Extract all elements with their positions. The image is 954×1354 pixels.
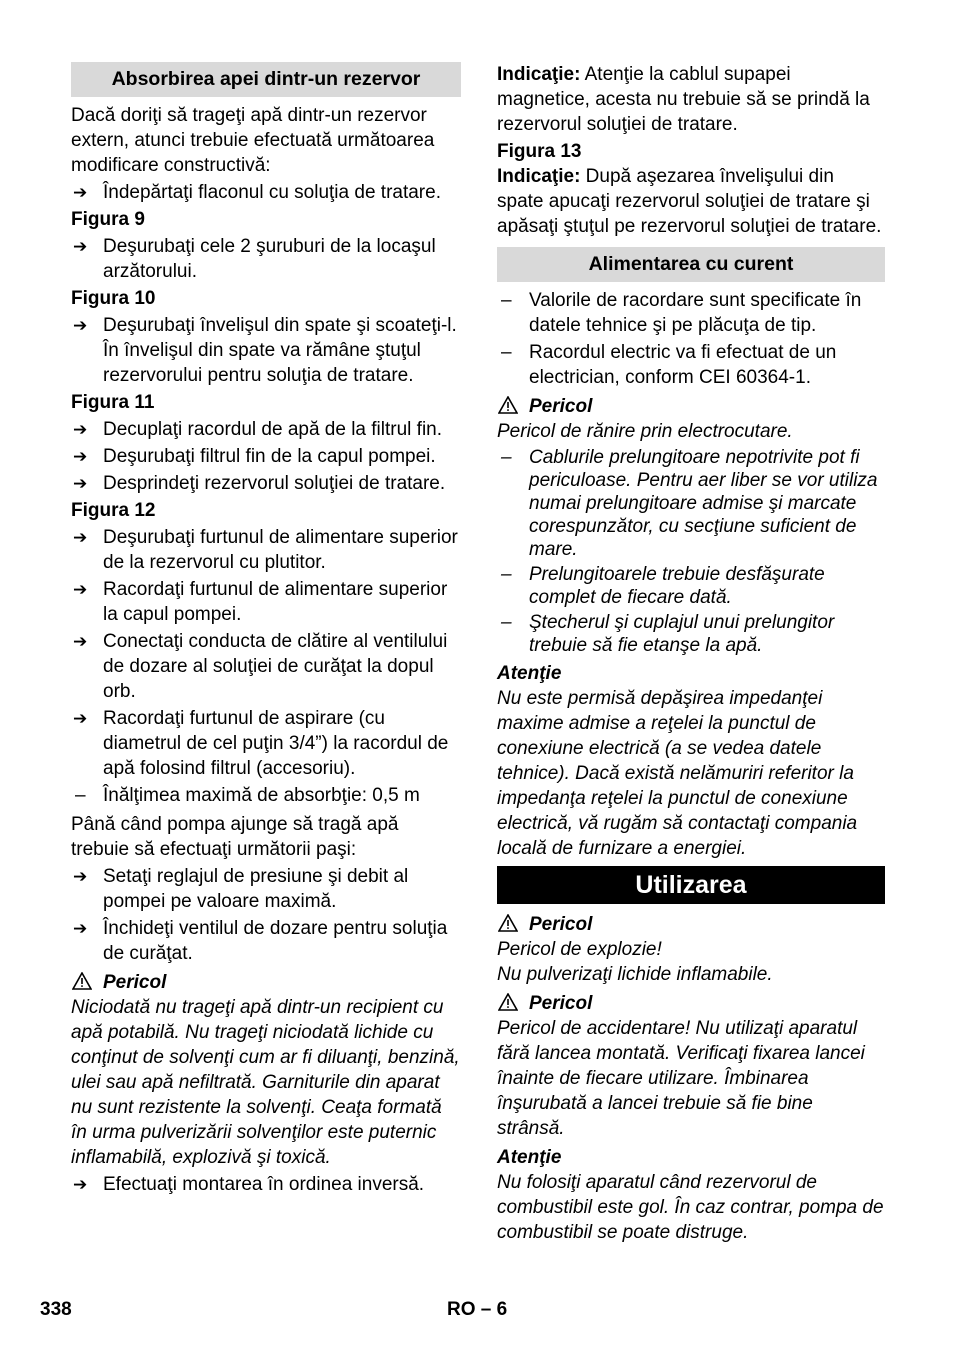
dash-item: – Ştecherul şi cuplajul unui prelungitor trebuie să fie etanşe la apă. [501, 612, 835, 656]
step: ➔ Închideţi ventilul de dozare pentru soluţia de curăţat. [73, 918, 448, 964]
step: ➔ Deşurubaţi învelişul din spate şi scoateţi-l. În învelişul din spate va rămâne ştuţul rezervorului pentru soluţia de tratare. [73, 315, 457, 386]
note-magnetic-valve: Indicaţie: Atenţie la cablul supapei magnetice, acesta nu trebuie să se prindă la rezervorul soluţiei de tratare. [497, 64, 870, 135]
dash-marker: – [501, 612, 512, 633]
warning-heading: Pericol [497, 991, 885, 1016]
dash-marker: – [75, 785, 86, 806]
dash-item: – Cablurile prelungitoare nepotrivite pot fi periculoase. Pentru aer liber se vor utiliza numai prelungitoare admise şi marcate corespunzător, cu secţiune suficient de mare. [501, 447, 878, 560]
attention-text: Nu folosiţi aparatul când rezervorul de combustibil este gol. În caz contrar, pompa de combustibil se poate distruge. [497, 1172, 884, 1243]
arrow-right-icon: ➔ [73, 580, 88, 599]
step: ➔ Efectuaţi montarea în ordinea inversă. [73, 1174, 425, 1195]
arrow-right-icon: ➔ [73, 632, 88, 651]
dash-marker: – [501, 290, 512, 311]
warning-list [497, 446, 885, 657]
warning-triangle-icon [72, 972, 92, 997]
warning-heading: Pericol [71, 970, 461, 995]
arrow-right-icon: ➔ [73, 316, 88, 335]
figure-label: Figura 12 [71, 500, 156, 521]
dash-item: – Prelungitoarele trebuie desfăşurate complet de fiecare dată. [501, 564, 825, 608]
warning-heading: Pericol [497, 912, 885, 937]
intro-text: Dacă doriţi să trageţi apă dintr-un rezervor extern, atunci trebuie efectuată următoarea modificare constructivă: [71, 105, 435, 176]
arrow-right-icon: ➔ [73, 528, 88, 547]
arrow-right-icon: ➔ [73, 237, 88, 256]
warning-text: Pericol de rănire prin electrocutare. [497, 421, 793, 442]
attention-heading: Atenţie [497, 1147, 562, 1168]
pump-intro-text: Până când pompa ajunge să tragă apă trebuie să efectuaţi următorii paşi: [71, 814, 399, 860]
dash-item: – Valorile de racordare sunt specificate în datele tehnice şi pe plăcuţa de tip. [501, 290, 862, 336]
dash-item: – Racordul electric va fi efectuat de un electrician, conform CEI 60364-1. [501, 342, 837, 388]
arrow-right-icon: ➔ [73, 1175, 88, 1194]
warning-triangle-icon [498, 993, 518, 1018]
section-heading-water-absorption: Absorbirea apei dintr-un rezervor [71, 62, 461, 97]
section-heading-power-supply: Alimentarea cu curent [497, 247, 885, 282]
warning-triangle-icon [498, 396, 518, 421]
warning-text: Pericol de accidentare! Nu utilizaţi aparatul fără lancea montată. Verificaţi fixarea lancei înainte de fiecare utilizare. Îmbinarea înşurubată a lancei trebuie să fie bine strânsă. [497, 1018, 865, 1139]
attention-text: Nu este permisă depăşirea impedanţei maxime admise a reţelei la punctul de conexiune electrică (a se vedea datele tehnice). Dacă există nelămuriri referitor la impedanţa reţelei la punctul de conexiune electrică, vă rugăm să contactaţi compania locală de furnizare a energiei. [497, 688, 858, 859]
step: ➔ Deşurubaţi cele 2 şuruburi de la locaşul arzătorului. [73, 236, 436, 282]
attention-heading: Atenţie [497, 663, 562, 684]
dash-marker: – [501, 564, 512, 585]
note-rear-cover: Indicaţie: După aşezarea învelişului din spate apucaţi rezervorul soluţiei de tratare şi apăsaţi ştuţul pe rezervorul soluţiei de tratare. [497, 166, 882, 237]
figure-label: Figura 10 [71, 288, 156, 309]
warning-text: Niciodată nu trageţi apă dintr-un recipient cu apă potabilă. Nu trageţi niciodată lichide cu conţinut de solvenţi cum ar fi diluanţi, benzină, ulei sau apă nefiltrată. Garniturile din aparat nu sunt rezistente la solvenţi. Ceaţa formată în urma pulverizării solvenţilor este puternic inflamabilă, explozivă şi toxică. [71, 997, 460, 1168]
dash-marker: – [501, 342, 512, 363]
arrow-right-icon: ➔ [73, 709, 88, 728]
arrow-right-icon: ➔ [73, 867, 88, 886]
arrow-right-icon: ➔ [73, 474, 88, 493]
step: ➔ Racordaţi furtunul de aspirare (cu diametrul de cel puţin 3/4”) la racordul de apă folosind filtrul (accesoriu). [73, 708, 449, 779]
figure-label: Figura 9 [71, 209, 145, 230]
step: ➔ Conectaţi conducta de clătire al ventilului de dozare al soluţiei de curăţat la dopul orb. [73, 631, 448, 702]
dash-item: – Înălţimea maximă de absorbţie: 0,5 m [75, 785, 420, 806]
step: ➔ Desprindeţi rezervorul soluţiei de tratare. [73, 473, 446, 494]
right-column [497, 62, 885, 1245]
arrow-right-icon: ➔ [73, 919, 88, 938]
dash-marker: – [501, 447, 512, 468]
left-column [71, 62, 461, 1197]
warning-text: Nu pulverizaţi lichide inflamabile. [497, 964, 773, 985]
step: ➔ Decuplaţi racordul de apă de la filtrul fin. [73, 419, 443, 440]
warning-heading: Pericol [497, 394, 885, 419]
warning-text: Pericol de explozie! [497, 939, 662, 960]
section-page-label: RO – 6 [447, 1299, 508, 1320]
figure-label: Figura 13 [497, 141, 582, 162]
step: ➔ Racordaţi furtunul de alimentare superior la capul pompei. [73, 579, 448, 625]
section-heading-usage: Utilizarea [497, 866, 885, 904]
step: ➔ Îndepărtaţi flaconul cu soluţia de tratare. [73, 182, 441, 203]
page-number: 338 [40, 1299, 72, 1320]
arrow-right-icon: ➔ [73, 183, 88, 202]
step: ➔ Setaţi reglajul de presiune şi debit al pompei pe valoare maximă. [73, 866, 409, 912]
step: ➔ Deşurubaţi filtrul fin de la capul pompei. [73, 446, 436, 467]
step: ➔ Deşurubaţi furtunul de alimentare superior de la rezervorul cu plutitor. [73, 527, 458, 573]
warning-triangle-icon [498, 914, 518, 939]
figure-label: Figura 11 [71, 392, 155, 413]
arrow-right-icon: ➔ [73, 420, 88, 439]
arrow-right-icon: ➔ [73, 447, 88, 466]
